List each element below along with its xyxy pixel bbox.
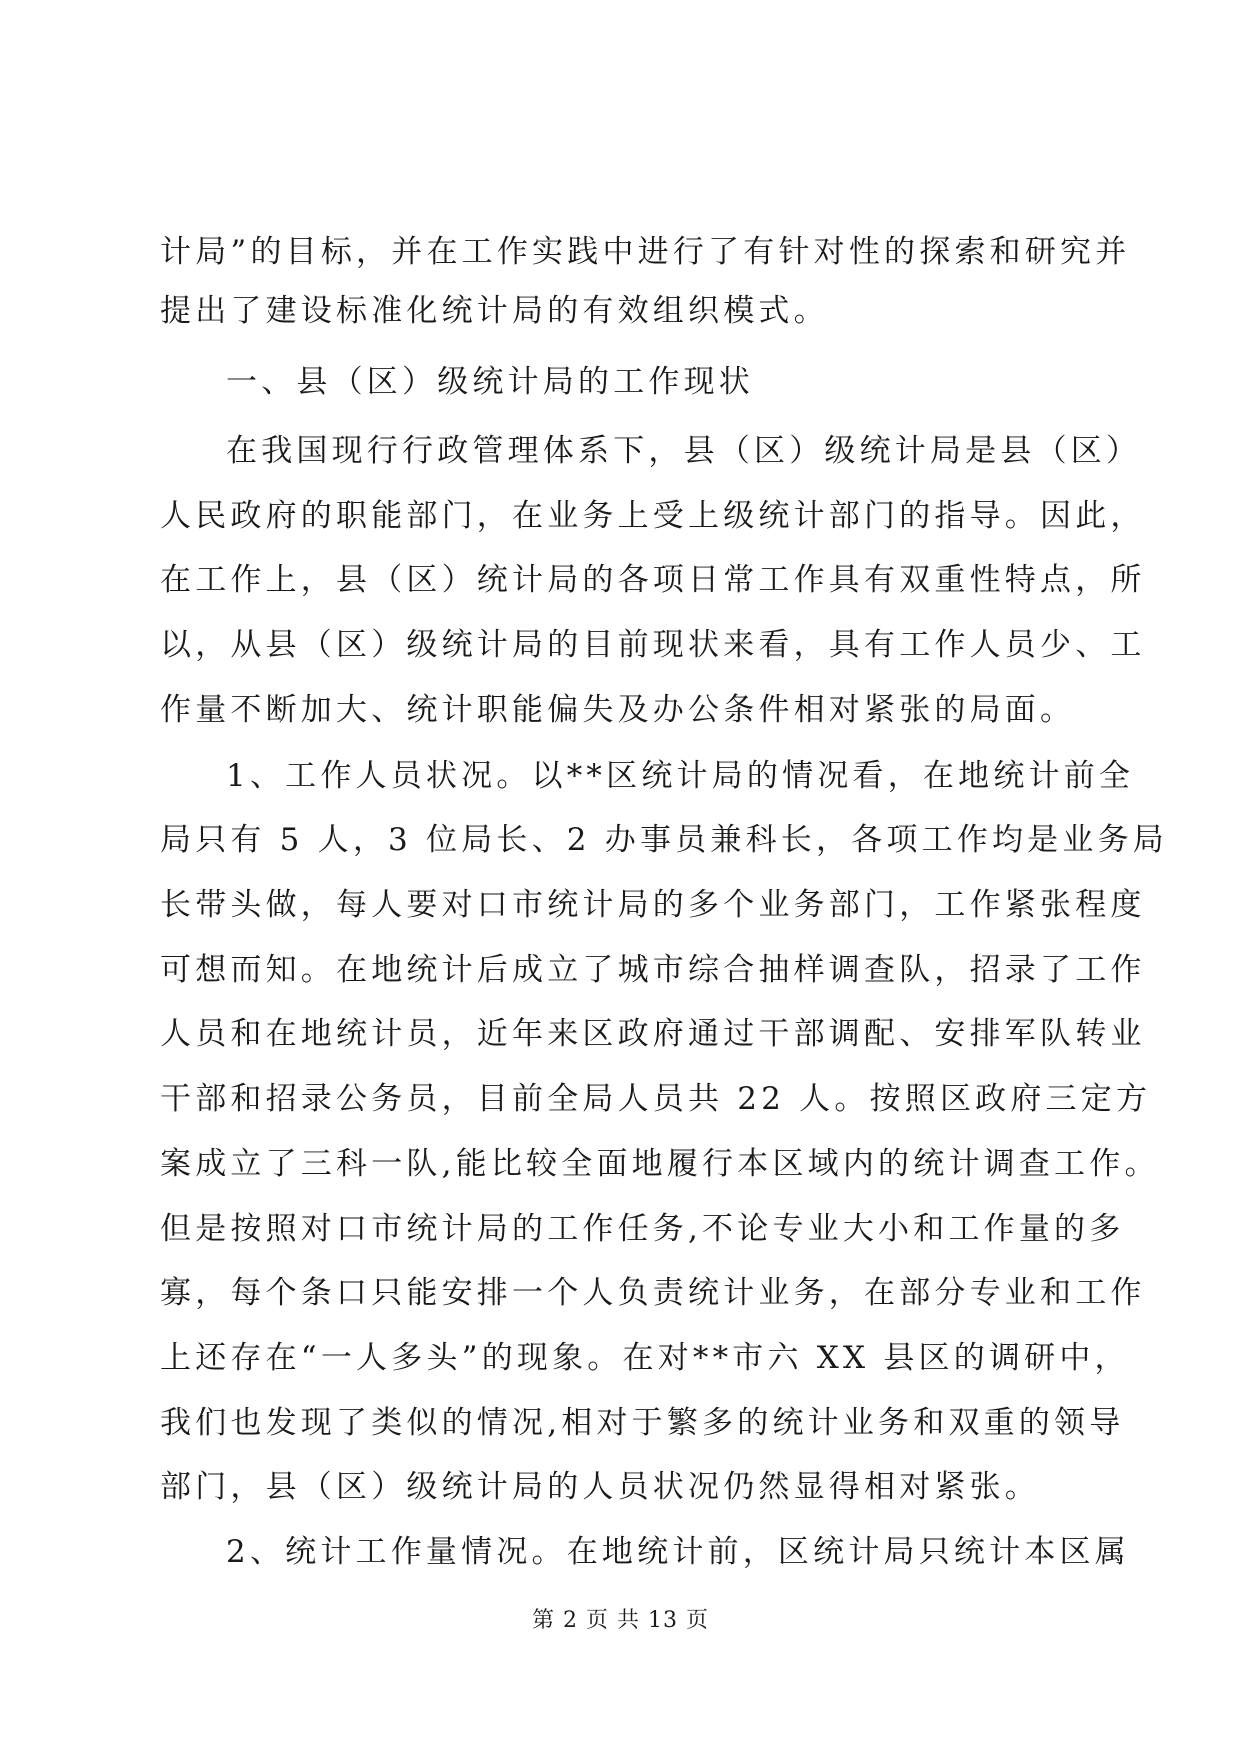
text-line: 但是按照对口市统计局的工作任务,不论专业大小和工作量的多 [160,1211,1125,1247]
text-line: 案成立了三科一队,能比较全面地履行本区域内的统计调查工作。 [160,1146,1160,1182]
section-heading: 一、县（区）级统计局的工作现状 [226,364,754,400]
text-line: 可想而知。在地统计后成立了城市综合抽样调查队，招录了工作 [160,952,1146,988]
text-line: 在工作上，县（区）统计局的各项日常工作具有双重性特点，所 [160,562,1146,598]
paragraph-start: 在我国现行行政管理体系下，县（区）级统计局是县（区） [226,433,1142,469]
text-line: 局只有 5 人，3 位局长、2 办事员兼科长，各项工作均是业务局 [160,822,1168,858]
text-line: 上还存在“一人多头”的现象。在对**市六 XX 县区的调研中， [160,1340,1130,1376]
text-line: 以，从县（区）级统计局的目前现状来看，具有工作人员少、工 [160,627,1146,663]
text-line: 提出了建设标准化统计局的有效组织模式。 [160,293,829,329]
text-line: 作量不断加大、统计职能偏失及办公条件相对紧张的局面。 [160,692,1076,728]
text-line: 人员和在地统计员，近年来区政府通过干部调配、安排军队转业 [160,1016,1146,1052]
paragraph-start: 1、工作人员状况。以**区统计局的情况看，在地统计前全 [226,758,1135,794]
text-line: 干部和招录公务员，目前全局人员共 22 人。按照区政府三定方 [160,1081,1152,1117]
text-line: 寡，每个条口只能安排一个人负责统计业务，在部分专业和工作 [160,1275,1146,1311]
paragraph-start: 2、统计工作量情况。在地统计前，区统计局只统计本区属 [226,1534,1130,1570]
text-line: 我们也发现了类似的情况,相对于繁多的统计业务和双重的领导 [160,1405,1125,1441]
text-line: 长带头做，每人要对口市统计局的多个业务部门，工作紧张程度 [160,887,1146,923]
text-line: 部门，县（区）级统计局的人员状况仍然显得相对紧张。 [160,1469,1040,1505]
text-line: 计局”的目标，并在工作实践中进行了有针对性的探索和研究并 [160,234,1131,270]
text-line: 人民政府的职能部门，在业务上受上级统计部门的指导。因此， [160,498,1146,534]
page-number-footer: 第 2 页 共 13 页 [532,1608,709,1633]
